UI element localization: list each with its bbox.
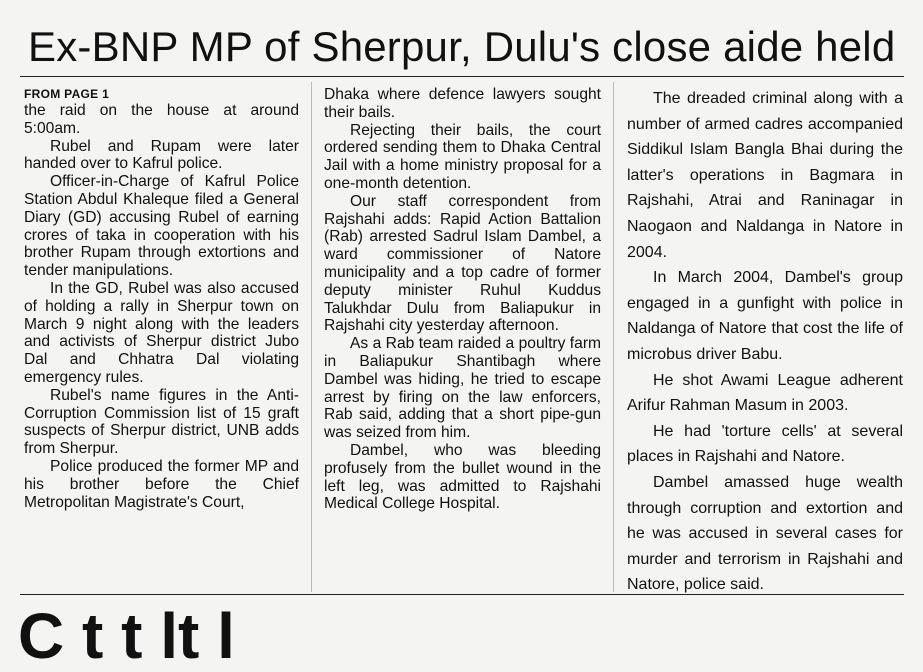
column-1 [24, 86, 299, 511]
paragraph: the raid on the house at around 5:00am. [24, 102, 299, 137]
headline: Ex-BNP MP of Sherpur, Dulu's close aide held [28, 23, 896, 70]
kicker: FROM PAGE 1 [24, 87, 110, 101]
paragraph: He shot Awami League adherent Arifur Rahman Masum in 2003. [627, 371, 903, 415]
headline-rule [20, 76, 904, 77]
paragraph: Our staff correspondent from Rajshahi adds: Rapid Action Battalion (Rab) arrested Sadrul Islam Dambel, a ward commissioner of Natore municipality and a top cadre of former deputy minister Ruhul Kuddus Talukhdar Dulu from Baliapukur in Rajshahi city yesterday afternoon. [324, 192, 601, 335]
paragraph: Rubel and Rupam were later handed over to Kafrul police. [24, 137, 299, 173]
section-rule [20, 594, 904, 595]
paragraph: Dambel, who was bleeding profusely from the bullet wound in the left leg, was admitted to Rajshahi Medical College Hospital. [324, 441, 601, 513]
paragraph: Rubel's name figures in the Anti-Corruption Commission list of 15 graft suspects of Sherpur district, UNB adds from Sherpur. [24, 386, 299, 458]
paragraph: Dhaka where defence lawyers sought their bails. [324, 86, 601, 121]
next-headline-partial: C t t lt l [18, 600, 235, 672]
column-divider [311, 82, 312, 592]
paragraph: In March 2004, Dambel's group engaged in a gunfight with police in Naldanga of Natore that cost the life of microbus driver Babu. [627, 269, 903, 363]
paragraph: As a Rab team raided a poultry farm in Baliapukur Shantibagh where Dambel was hiding, he tried to escape arrest by firing on the law enforcers, Rab said, adding that a short pipe-gun was seized from him. [324, 335, 601, 442]
column-divider [613, 82, 614, 592]
paragraph: He had 'torture cells' at several places in Rajshahi and Natore. [627, 422, 903, 466]
paragraph: The dreaded criminal along with a number of armed cadres accompanied Siddikul Islam Bangla Bhai during the latter's operations in Bagmara in Rajshahi, Atrai and Raninagar in Naogaon and Naldanga in Natore in 2004. [627, 90, 903, 261]
paragraph: Rejecting their bails, the court ordered sending them to Dhaka Central Jail with a home ministry proposal for a one-month detention. [324, 121, 601, 192]
paragraph: In the GD, Rubel was also accused of holding a rally in Sherpur town on March 9 night along with the leaders and activists of Sherpur district Jubo Dal and Chhatra Dal violating emergency rules. [24, 279, 299, 386]
paragraph: Officer-in-Charge of Kafrul Police Station Abdul Khaleque filed a General Diary (GD) accusing Rubel of earning crores of taka in cooperation with his brother Rupam through extortions and tender manipulations. [24, 173, 299, 280]
paragraph: Dambel amassed huge wealth through corruption and extortion and he was accused in several cases for murder and terrorism in Rajshahi and Natore, police said. [627, 473, 903, 594]
paragraph: Police produced the former MP and his brother before the Chief Metropolitan Magistrate's Court, [24, 457, 299, 511]
column-2 [324, 86, 601, 513]
column-3 [627, 86, 903, 598]
